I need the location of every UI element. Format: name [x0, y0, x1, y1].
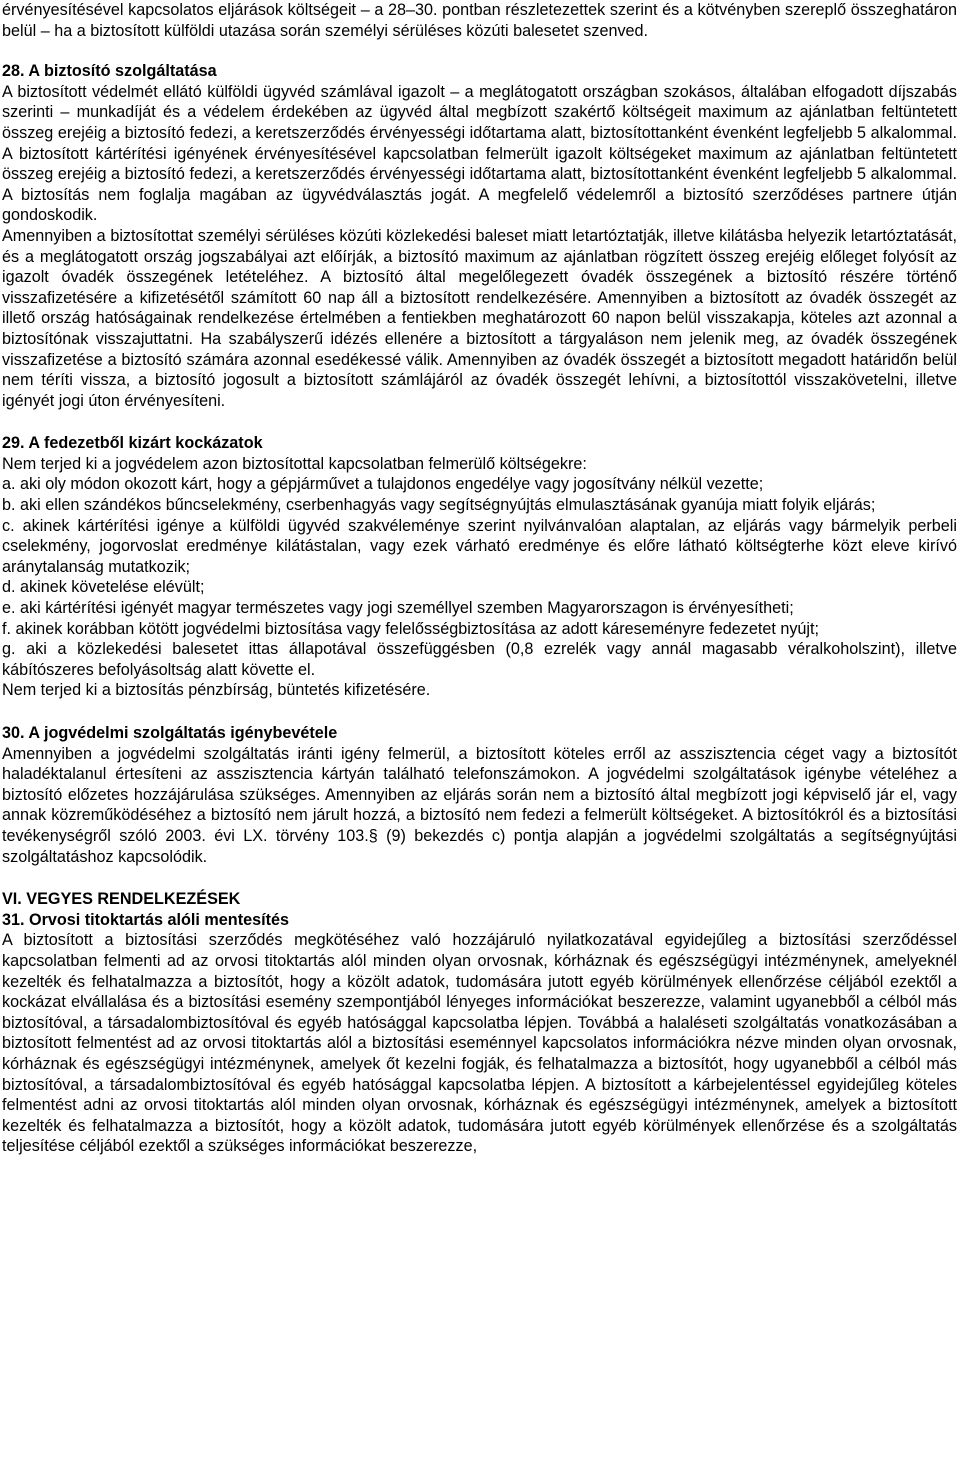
section-30 [2, 723, 957, 867]
exclusion-item-c: c. akinek kártérítési igénye a külföldi ügyvéd szakvéleménye szerint nyilvánvalóan alaptalan, az eljárás vagy bármelyik perbeli cselekmény, jogorvoslat eredménye kilátástalan, vagy ezek várható eredménye és előre látható költségterhe közt eleve kirívó aránytalanság mutatkozik; [2, 516, 957, 576]
exclusion-item-a: a. aki oly módon okozott kárt, hogy a gépjárművet a tulajdonos engedélye vagy jogosítvány nélkül vezette; [2, 475, 764, 494]
section-28-paragraph-2: Amennyiben a biztosítottat személyi sérüléses közúti közlekedési baleset miatt letartóztatják, illetve kilátásba helyezik letartóztatását, és a meglátogatott ország jogszabályai azt előírják, a biztosító maximum az ajánlatban rögzített összeg erejéig előleget folyósít az igazolt óvadék összegének letételéhez. A biztosító által megelőlegezett óvadék összegének a biztosító részére történő visszafizetésére a kifizetésétől számított 60 nap áll a biztosított rendelkezésére. Amennyiben a biztosított az óvadék összegét az illető ország hatóságainak rendelkezése értelmében a fentiekben meghatározott 60 napon belül visszakapja, köteles azt azonnal a biztosítónak visszajuttatni. Ha szabályszerű idézés ellenére a biztosított a tárgyaláson nem jelenik meg, az óvadék összegének visszafizetése a biztosító számára azonnal esedékessé válik. Amennyiben az óvadék összegét a biztosított megadott határidőn belül nem téríti vissza, a biztosító jogosult a biztosított számlájáról az óvadék összegét lehívni, a biztosítottól visszakövetelni, illetve igényét jogi úton érvényesíteni. [2, 226, 957, 410]
exclusion-item-d: d. akinek követelése elévült; [2, 578, 205, 597]
section-30-title: 30. A jogvédelmi szolgáltatás igénybevétele [2, 724, 338, 742]
exclusion-item-e: e. aki kártérítési igényét magyar természetes vagy jogi személlyel szemben Magyarorszagon is érvényesítheti; [2, 599, 794, 618]
exclusion-item-f: f. akinek korábban kötött jogvédelmi biztosítása vagy felelősségbiztosítása az adott káreseményre fedezetet nyújt; [2, 619, 820, 638]
section-28-title: 28. A biztosító szolgáltatása [2, 62, 217, 81]
chapter-vi-title: VI. VEGYES RENDELKEZÉSEK [2, 890, 241, 909]
section-29-tail: Nem terjed ki a biztosítás pénzbírság, büntetés kifizetésére. [2, 681, 431, 700]
section-29-title: 29. A fedezetből kizárt kockázatok [2, 434, 263, 453]
section-29 [2, 433, 957, 701]
section-31-title: 31. Orvosi titoktartás alóli mentesítés [2, 910, 289, 929]
section-28 [2, 61, 957, 411]
section-30-paragraph-1: Amennyiben a jogvédelmi szolgáltatás iránti igény felmerül, a biztosított köteles erről az asszisztencia céget vagy a biztosítót haladéktalanul értesíteni az asszisztencia kártyán található telefonszámokon. A jogvédelmi szolgáltatások igénybe vételéhez a biztosító előzetes hozzájárulása szükséges. Amennyiben az eljárás során nem a biztosító által megbízott jogi képviselő jár el, vagy annak közreműködéséhez a biztosító nem járult hozzá, a biztosító nem fedezi a felmerült költségeket. A biztosítókról és a biztosítási tevékenységről szóló 2003. évi LX. törvény 103.§ (9) bekezdés c) pontja alapján a jogvédelmi szolgáltatás a segítségnyújtási szolgáltatáshoz kapcsolódik. [2, 744, 957, 866]
section-31-paragraph-1: A biztosított a biztosítási szerződés megkötéséhez való hozzájáruló nyilatkozatával egyidejűleg a biztosítási szerződéssel kapcsolatban felmenti ad az orvosi titoktartás alól minden olyan orvosnak, kórháznak és egészségügyi intézménynek, amelyeknél kezelték és felhatalmazza a biztosítót, hogy a közölt adatok, tudomására jutott egyéb körülmények ellenőrzése céljából ezektől a kockázat elvállalása és a biztosítási esemény szempontjából lényeges információkat beszerezze, valamint ugyanebből a célból más biztosítóval, a társadalombiztosítóval és egyéb hatósággal kapcsolatba lépjen. Továbbá a halaléseti szolgáltatás vonatkozásában a biztosított felmentést ad az orvosi titoktartás alól a biztosítási eseménnyel kapcsolatos információkra nézve minden olyan orvosnak, kórháznak és egészségügyi intézménynek, amelyek őt kezelni fogják, és felhatalmazza a biztosítót, hogy ugyanebből a célból más biztosítóval, a társadalombiztosítóval és egyéb hatósággal kapcsolatba lépjen. A biztosított a kárbejelentéssel egyidejűleg köteles felmentést adni az orvosi titoktartás alól minden olyan orvosnak, kórháznak és egészségügyi intézménynek, amelyek a biztosított kezelték és felhatalmazza a biztosítót, hogy a közölt adatok, tudomására jutott egyéb körülmények ellenőrzése és a szolgáltatás teljesítése céljából ezektől a szükséges információkat beszerezze, [2, 931, 957, 1156]
exclusion-item-g: g. aki a közlekedési balesetet ittas állapotával összefüggésben (0,8 ezrelék vagy annál magasabb véralkoholszint), illetve kábítószeres befolyásoltság alatt követte el. [2, 640, 957, 679]
spacer [2, 411, 957, 433]
section-vi [2, 889, 957, 1157]
spacer [2, 701, 957, 723]
spacer [2, 41, 957, 61]
section-28-paragraph-1: A biztosított védelmét ellátó külföldi ügyvéd számlával igazolt – a meglátogatott országban szokásos, általában elfogadott díjszabás szerinti – munkadíját és a védelem érdekében az ügyvéd által megbízott szakértő költségeit maximum az ajánlatban feltüntetett összeg erejéig a biztosító fedezi, a keretszerződés érvényességi időtartama alatt, biztosítottanként évenként legfeljebb 5 alkalommal. A biztosított kártérítési igényének érvényesítésével kapcsolatban felmerült igazolt költségeket maximum az ajánlatban feltüntetett összeg erejéig a biztosító fedezi, a keretszerződés érvényességi időtartama alatt, biztosítottanként évenként legfeljebb 5 alkalommal. A biztosítás nem foglalja magában az ügyvédválasztás jogát. A megfelelő védelemről a biztosító szerződéses partnere útján gondoskodik. [2, 82, 957, 225]
intro-paragraph: érvényesítésével kapcsolatos eljárások költségeit – a 28–30. pontban részletezettek szerint és a kötvényben szereplő összeghatáron belül – ha a biztosított külföldi utazása során személyi sérüléses közúti balesetet szenved. [2, 1, 957, 40]
spacer [2, 867, 957, 889]
exclusion-item-b: b. aki ellen szándékos bűncselekmény, cserbenhagyás vagy segítségnyújtás elmulasztásának gyanúja miatt folyik eljárás; [2, 496, 876, 515]
section-29-lead: Nem terjed ki a jogvédelem azon biztosítottal kapcsolatban felmerülő költségekre: [2, 454, 587, 473]
